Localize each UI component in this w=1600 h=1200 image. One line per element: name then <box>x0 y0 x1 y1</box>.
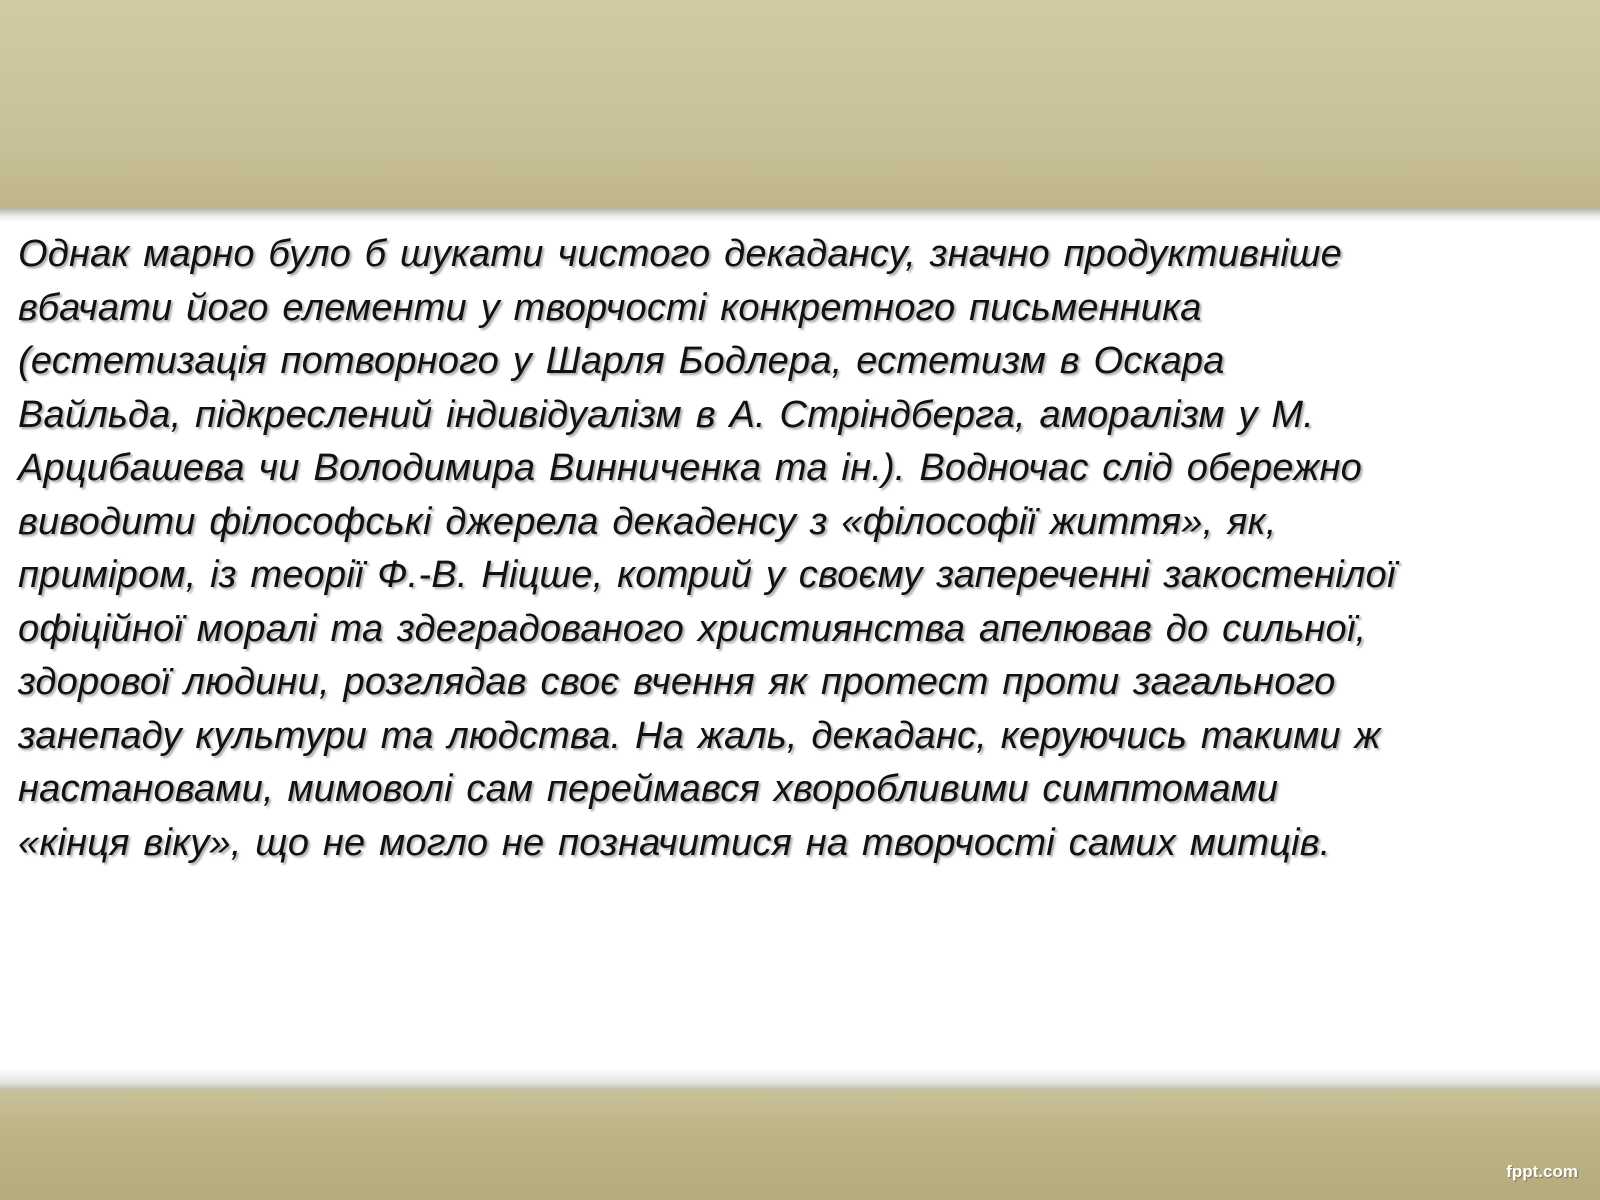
body-line: вбачати його елементи у творчості конкретного письменника <box>18 286 1202 329</box>
body-line: приміром, із теорії Ф.-В. Ніцше, котрий у своєму запереченні закостенілої <box>18 554 1396 596</box>
body-line: виводити філософські джерела декаденсу з «філософії життя», як, <box>18 500 1277 543</box>
footer-band <box>0 1090 1600 1200</box>
body-line: (естетизація потворного у Шарля Бодлера, естетизм в Оскара <box>18 340 1225 382</box>
body-line: офіційної моралі та здеградованого християнства апелював до сильної, <box>18 607 1367 650</box>
header-band <box>0 0 1600 208</box>
body-line: здорової людини, розглядав своє вчення як протест проти загального <box>18 661 1336 703</box>
body-line: занепаду культури та людства. На жаль, декаданс, керуючись такими ж <box>18 714 1381 757</box>
body-line: Однак марно було б шукати чистого декадансу, значно продуктивніше <box>18 233 1342 275</box>
footer-shadow <box>0 1068 1600 1090</box>
body-line: Вайльда, підкреслений індивідуалізм в А. Стріндберга, аморалізм у М. <box>18 393 1314 436</box>
header-shadow <box>0 208 1600 222</box>
slide-body-text <box>18 228 1578 870</box>
body-line: настановами, мимоволі сам переймався хворобливими симптомами <box>18 768 1279 810</box>
body-line: «кінця віку», що не могло не позначитися на творчості самих митців. <box>18 821 1331 864</box>
brand-label: fppt.com <box>1506 1162 1578 1181</box>
body-line: Арцибашева чи Володимира Винниченка та ін.). Водночас слід обережно <box>18 447 1363 489</box>
